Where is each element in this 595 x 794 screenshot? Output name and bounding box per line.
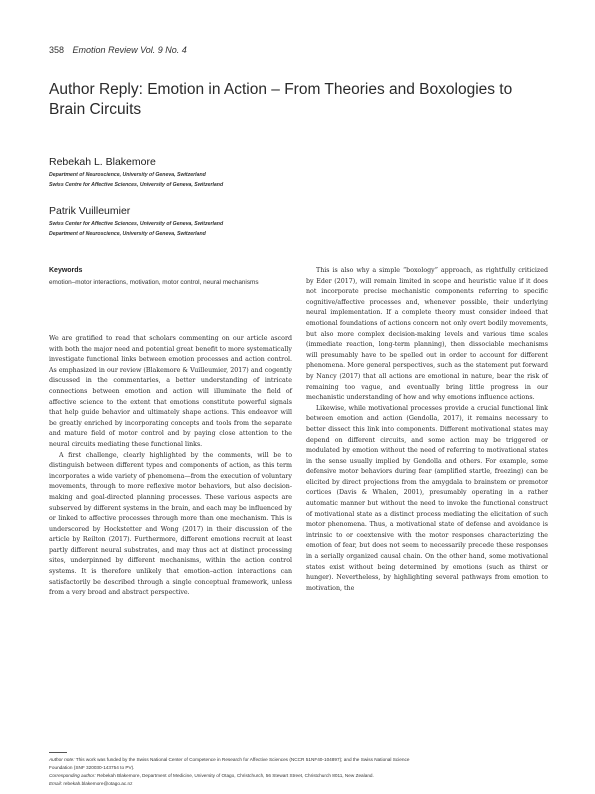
page-number: 358: [49, 45, 65, 55]
article-title: Author Reply: Emotion in Action – From Theories and Boxologies to Brain Circuits: [49, 81, 513, 118]
footnote-email: [49, 780, 548, 789]
keywords-heading: Keywords: [49, 267, 83, 274]
footnote-text: rebekah.blakemore@otago.ac.nz: [63, 781, 133, 786]
author-affiliation: Swiss Center for Affective Sciences, University of Geneva, Switzerland: [49, 221, 224, 227]
footnote-divider: [49, 752, 67, 753]
body-paragraph: A first challenge, clearly highlighted by the comments, will be to distinguish between different types and components of action, as this term incorporates a wide variety of phenomena—from the execution of voluntary movements, through to more reflexive motor behaviors, but also decision-making and goal-directed planning processes. These various aspects are subserved by different systems in the brain, and each may be influenced by or linked to affective processes through more than one mechanism. This is underscored by Hockstetter and Wong (2017) in their discussion of the article by Reilton (2017). Furthermore, different emotions recruit at least partly different neural substrates, and may thus act at distinct processing sites, underpinned by different mechanisms, within the action control systems. It is therefore unlikely that emotion–action interactions can satisfactorily be described through a single conceptual framework, unless from a very broad and abstract perspective.: [49, 451, 292, 597]
body-paragraph: Likewise, while motivational processes provide a crucial functional link between emotion and action (Gendolla, 2017), it remains necessary to better dissect this link into components. Different motivational states may depend on different circuits, and some action may be triggered or modulated by emotion without the need of referring to motivational states in the sense usually implied by Gendolla and others. For example, some defensive motor behaviors during fear (amplified startle, freezing) can be elicited by direct projections from the amygdala to brainstem or premotor cortices (Davis & Whalen, 2001), presumably operating in a rather automatic manner but without the need to invoke the functional construct of motivational state as a distinct process mediating the elicitation of such motor phenomena. Thus, a motivational state of defense and avoidance is intrinsic to or coextensive with the motor responses characterizing the emotion of fear, but does not seem to necessarily precede these responses in a serially organized causal chain. On the other hand, some motivational states exist without being determined by emotions (such as thirst or hunger). Nevertheless, by highlighting several pathways from emotion to motivation, the: [306, 404, 548, 592]
author-affiliation: Swiss Centre for Affective Sciences, University of Geneva, Switzerland: [49, 182, 224, 188]
footnote-label: Corresponding author:: [49, 773, 96, 778]
footnote-label: Email:: [49, 781, 63, 786]
author-name: Rebekah L. Blakemore: [49, 156, 156, 168]
author-affiliation: Department of Neuroscience, University of Geneva, Switzerland: [49, 231, 206, 237]
keywords-list: emotion–motor interactions, motivation, motor control, neural mechanisms: [49, 279, 259, 286]
author-affiliation: Department of Neuroscience, University of Geneva, Switzerland: [49, 172, 206, 178]
footnote-label: Author note:: [49, 757, 75, 762]
body-column-left: [49, 334, 292, 599]
journal-info: Emotion Review Vol. 9 No. 4: [72, 45, 187, 55]
footnote-text: This work was funded by the Swiss National Center of Competence in Research for Affective Sciences (NCCR 51NF40-104897); and the Swiss National Science: [75, 757, 410, 762]
body-column-right: [306, 266, 548, 594]
footnote-text: Foundation (SNF 320030-143754 to PV).: [49, 765, 135, 770]
running-header: [49, 45, 187, 55]
footnote-text: Rebekah Blakemore, Department of Medicine, University of Otago, Christchurch, 56 Stewart Street, Christchurch 8011, New Zealand.: [96, 773, 374, 778]
author-name: Patrik Vuilleumier: [49, 205, 131, 217]
body-paragraph: This is also why a simple “boxology” approach, as rightfully criticized by Eder (2017), will remain limited in scope and heuristic value if it does not incorporate precise mechanistic components referring to specific cognitive/affective processes and, whenever possible, their underlying neural implementation. If a complete theory must consider indeed that emotional foundations of actions concern not only overt bodily movements, but also more complex decision-making levels and various time scales (immediate reaction, long-term planning), then dissociable mechanisms will presumably have to be spelled out in order to account for different phenomena. More general perspectives, such as the statement put forward by Nancy (2017) that all actions are emotional in nature, bear the risk of remaining too vague, and eventually bring little progress in our mechanistic understanding of how and why emotions influence actions.: [306, 267, 548, 402]
body-paragraph: We are gratified to read that scholars commenting on our article ascord with both the major need and potential great benefit to more systematically investigate functional links between emotion processes and action control. As emphasized in our review (Blakemore & Vuilleumier, 2017) and cogently discussed in the commentaries, a better understanding of intricate connections between emotion and action will illuminate the field of affective science to the extent that emotions constitute powerful signals that help guide behavior and ultimately shape actions. This endeavor will be greatly enriched by incorporating concepts and tools from the separate and mature field of motor control and by paying close attention to the neural circuits mediating these functional links.: [49, 335, 292, 448]
